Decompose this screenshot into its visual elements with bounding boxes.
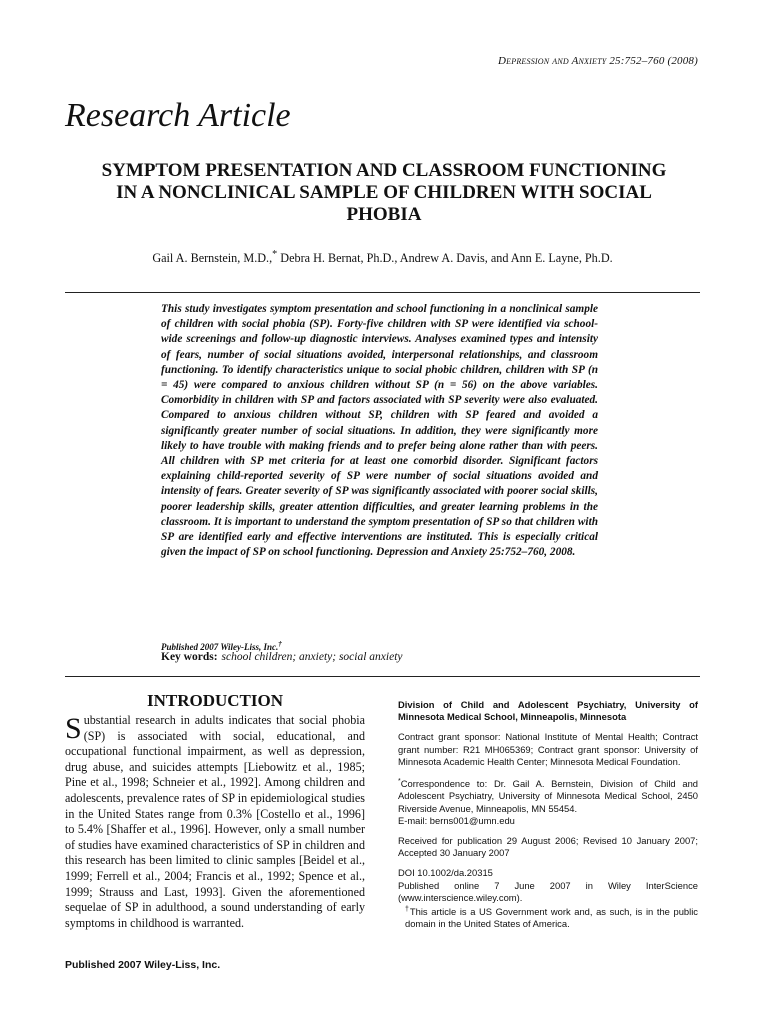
received-dates: Received for publication 29 August 2006; Revised 10 January 2007; Accepted 30 January 2007	[398, 834, 698, 859]
journal-header	[498, 55, 698, 67]
published-mark: †	[278, 640, 282, 648]
correspondence-email: E-mail: berns001@umn.edu	[398, 814, 515, 826]
introduction-heading: INTRODUCTION	[146, 691, 284, 710]
keywords-label: Key words:	[161, 651, 218, 663]
doi: DOI 10.1002/da.20315	[398, 867, 493, 879]
published-online: Published online 7 June 2007 in Wiley InterScience (www.interscience.wiley.com).	[398, 879, 698, 903]
journal-citation: 25:752–760 (2008)	[609, 55, 698, 67]
affiliation: Division of Child and Adolescent Psychiatry, University of Minnesota Medical School, Minneapolis, Minnesota	[398, 699, 698, 723]
drop-cap: S	[65, 712, 82, 745]
correspondence	[398, 776, 698, 827]
correspondence-text: Correspondence to: Dr. Gail A. Bernstein, Division of Child and Adolescent Psychiatry, University of Minnesota Medical School, 2450 Riverside Avenue, Minneapolis, MN 55454.	[398, 778, 698, 814]
keywords-bottom-rule	[65, 676, 700, 677]
public-domain-text: This article is a US Government work and, as such, is in the public domain in the United States of America.	[405, 906, 698, 930]
article-title: SYMPTOM PRESENTATION AND CLASSROOM FUNCTIONING IN A NONCLINICAL SAMPLE OF CHILDREN WITH SOCIAL PHOBIA	[101, 160, 667, 225]
published-note-text: Published 2007 Wiley-Liss, Inc.	[161, 642, 279, 652]
author-list	[65, 249, 700, 266]
public-domain-mark: †	[405, 905, 410, 913]
keywords	[161, 651, 598, 663]
introduction-text: ubstantial research in adults indicates that social phobia (SP) is associated with social, educational, and occupational functional impairment, as well as depression, drug abuse, and suicides attempts [Liebowitz et al., 1985; Pine et al., 1998; Schneier et al., 1992]. Among children and adolescents, prevalence rates of SP in epidemiological studies in the United States range from 0.3% [Costello et al., 1996] to 5.4% [Shaffer et al., 1996]. However, only a small number of studies have examined characteristics of SP in children and this research has been limited to clinic samples [Beidel et al., 1999; Ferrell et al., 2004; Francis et al., 1992; Spence et al., 1999; Strauss and Last, 1993]. Given the aforementioned sequelae of SP in adulthood, a sound understanding of early symptoms in childhood is warranted.	[65, 713, 365, 930]
article-notes	[398, 699, 698, 939]
author-first: Gail A. Bernstein, M.D.,	[152, 251, 273, 266]
abstract-top-rule	[65, 292, 700, 293]
correspondence-mark: *	[398, 778, 401, 786]
author-rest: Debra H. Bernat, Ph.D., Andrew A. Davis, and Ann E. Layne, Ph.D.	[277, 251, 613, 266]
introduction-body	[65, 713, 365, 931]
public-domain-note	[398, 904, 698, 931]
journal-name: Depression and Anxiety	[498, 55, 607, 67]
abstract: This study investigates symptom presentation and school functioning in a nonclinical sample of children with social phobia (SP). Forty-five children with SP were identified via school-wide screenings and follow-up diagnostic interviews. Analyses examined types and intensity of fears, number of social situations avoided, interpersonal relationships, and classroom functioning. To identify characteristics unique to social phobic children, children with SP (n = 45) were compared to anxious children without SP (n = 56) on the above variables. Comorbidity in children with SP and factors associated with SP severity were also evaluated. Compared to anxious children without SP, children with SP feared and avoided a significantly greater number of social situations. In addition, they were significantly more likely to have trouble with making friends and to prefer being alone rather than with peers. All children with SP met criteria for at least one comorbid disorder. Significant factors explaining child-reported severity of SP were number of social situations avoided and intensity of fears. Greater severity of SP was significantly associated with poorer social skills, poorer leadership skills, greater attention difficulties, and greater learning problems in the classroom. It is important to understand the symptom presentation of SP so that children with SP are identified early and effective interventions are instituted. This is especially critical given the impact of SP on school functioning. Depression and Anxiety 25:752–760, 2008.	[161, 303, 598, 559]
grant-info: Contract grant sponsor: National Institute of Mental Health; Contract grant number: R21 MH065369; Contract grant sponsor: University of Minnesota Academic Health Center; Minnesota Medical Foundation.	[398, 731, 698, 767]
publisher-footer: Published 2007 Wiley-Liss, Inc.	[65, 959, 221, 971]
keywords-text: school children; anxiety; social anxiety	[221, 651, 403, 663]
author-mark: *	[272, 249, 278, 260]
article-type: Research Article	[65, 97, 291, 134]
